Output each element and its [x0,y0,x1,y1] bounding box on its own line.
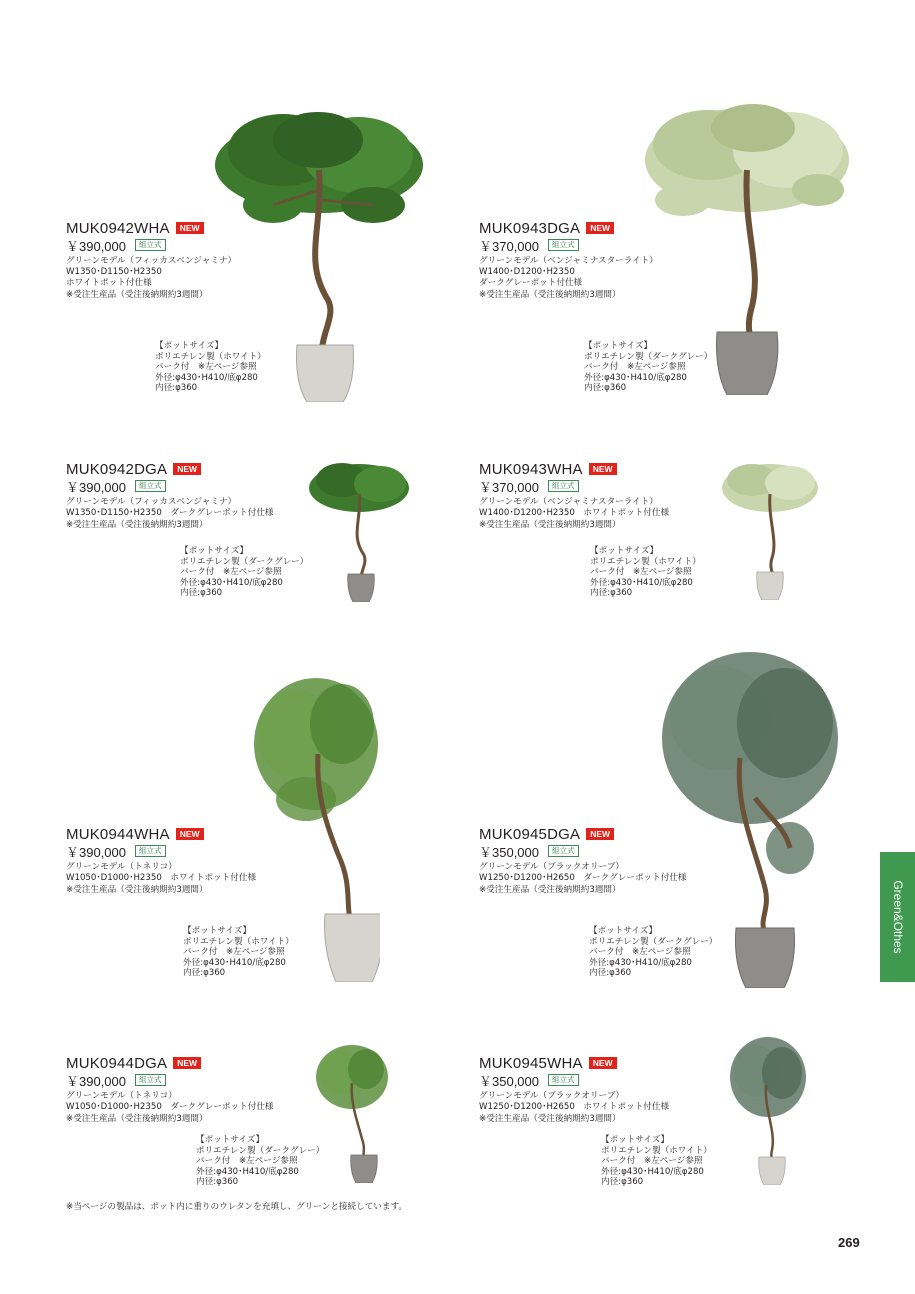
price: ￥390,000 [66,1073,126,1089]
product-muk0942wha [66,219,236,301]
pot-size-spec: 【ポットサイズ】 ポリエチレン製（ダークグレー） バーク付 ※左ページ参照 外径:φ430･H410/底φ280 内径:φ360 [589,926,718,978]
price: ￥370,000 [479,479,539,495]
assembly-badge: 組立式 [135,239,166,251]
plant-image [314,1043,390,1183]
pot-size-spec: 【ポットサイズ】 ポリエチレン製（ダークグレー） バーク付 ※左ページ参照 外径:φ430･H410/底φ280 内径:φ360 [584,341,713,393]
product-muk0945dga [479,825,687,896]
pot [296,345,353,402]
new-badge: NEW [176,222,204,234]
new-badge: NEW [586,222,614,234]
product-code: MUK0943DGA [479,219,581,237]
new-badge: NEW [589,463,617,475]
new-badge: NEW [586,828,614,840]
side-tab-label: Green&Othes [890,880,905,954]
product-description: グリーンモデル（フィッカスベンジャミナ） W1350･D1150･H2350 ダークグレーポット付仕様 [66,497,274,518]
plant-image [213,110,425,402]
order-note: ※受注生産品（受注後納期約3週間） [479,885,621,895]
product-description: グリーンモデル（トネリコ） W1050･D1000･H2350 ホワイトポット付仕様 [66,862,257,883]
product-code: MUK0944WHA [66,825,170,843]
pot [735,928,794,988]
plant-image [720,460,820,600]
product-description: グリーンモデル（フィッカスベンジャミナ） W1350･D1150･H2350 ホワイトポット付仕様 [66,256,237,288]
product-muk0942dga [66,460,274,531]
assembly-badge: 組立式 [548,239,579,251]
assembly-badge: 組立式 [135,845,166,857]
side-category-tab [880,852,915,982]
product-description: グリーンモデル（ベンジャミナスターライト） W1400･D1200･H2350 ダークグレーポット付仕様 [479,256,658,288]
price: ￥350,000 [479,844,539,860]
pot-size-spec: 【ポットサイズ】 ポリエチレン製（ホワイト） バーク付 ※左ページ参照 外径:φ430･H410/底φ280 内径:φ360 [155,341,266,393]
price: ￥390,000 [66,844,126,860]
order-note: ※受注生産品（受注後納期約3週間） [479,290,621,300]
page-number: 269 [838,1235,860,1250]
product-muk0943wha [479,460,669,531]
product-muk0943dga [479,219,658,301]
footnote: ※当ページの製品は、ポット内に重りのウレタンを充填し、グリーンと接続しています。 [66,1202,407,1212]
assembly-badge: 組立式 [135,1074,166,1086]
pot [348,574,375,602]
pot-size-spec: 【ポットサイズ】 ポリエチレン製（ダークグレー） バーク付 ※左ページ参照 外径:φ430･H410/底φ280 内径:φ360 [180,546,309,598]
new-badge: NEW [173,1057,201,1069]
product-code: MUK0942DGA [66,460,168,478]
order-note: ※受注生産品（受注後納期約3週間） [66,885,208,895]
plant-image [660,648,840,988]
order-note: ※受注生産品（受注後納期約3週間） [479,1114,621,1124]
pot-size-spec: 【ポットサイズ】 ポリエチレン製（ホワイト） バーク付 ※左ページ参照 外径:φ430･H410/底φ280 内径:φ360 [601,1135,712,1187]
pot [716,332,777,395]
product-muk0944dga [66,1054,274,1125]
tree-canopy [254,678,378,821]
new-badge: NEW [176,828,204,840]
plant-image [246,674,380,982]
product-code: MUK0942WHA [66,219,170,237]
pot-size-spec: 【ポットサイズ】 ポリエチレン製（ダークグレー） バーク付 ※左ページ参照 外径:φ430･H410/底φ280 内径:φ360 [196,1135,325,1187]
assembly-badge: 組立式 [548,480,579,492]
order-note: ※受注生産品（受注後納期約3週間） [66,520,208,530]
new-badge: NEW [589,1057,617,1069]
product-code: MUK0944DGA [66,1054,168,1072]
product-code: MUK0945DGA [479,825,581,843]
new-badge: NEW [173,463,201,475]
product-description: グリーンモデル（ベンジャミナスターライト） W1400･D1200･H2350 ホワイトポット付仕様 [479,497,670,518]
pot [759,1157,786,1185]
pot-size-spec: 【ポットサイズ】 ポリエチレン製（ホワイト） バーク付 ※左ページ参照 外径:φ430･H410/底φ280 内径:φ360 [590,546,701,598]
product-muk0945wha [479,1054,669,1125]
price: ￥350,000 [479,1073,539,1089]
product-description: グリーンモデル（トネリコ） W1050･D1000･H2350 ダークグレーポット付仕様 [66,1091,274,1112]
product-description: グリーンモデル（ブラックオリーブ） W1250･D1200･H2650 ダークグレーポット付仕様 [479,862,687,883]
pot [351,1155,378,1183]
assembly-badge: 組立式 [548,1074,579,1086]
order-note: ※受注生産品（受注後納期約3週間） [66,290,208,300]
product-code: MUK0943WHA [479,460,583,478]
product-code: MUK0945WHA [479,1054,583,1072]
pot [325,914,380,982]
assembly-badge: 組立式 [548,845,579,857]
price: ￥390,000 [66,238,126,254]
order-note: ※受注生産品（受注後納期約3週間） [479,520,621,530]
product-description: グリーンモデル（ブラックオリーブ） W1250･D1200･H2650 ホワイトポット付仕様 [479,1091,670,1112]
product-muk0944wha [66,825,256,896]
plant-image [308,460,410,602]
plant-image [643,100,851,395]
plant-image [728,1035,808,1185]
assembly-badge: 組立式 [135,480,166,492]
pot-size-spec: 【ポットサイズ】 ポリエチレン製（ホワイト） バーク付 ※左ページ参照 外径:φ430･H410/底φ280 内径:φ360 [183,926,294,978]
order-note: ※受注生産品（受注後納期約3週間） [66,1114,208,1124]
price: ￥390,000 [66,479,126,495]
price: ￥370,000 [479,238,539,254]
pot [757,572,784,600]
